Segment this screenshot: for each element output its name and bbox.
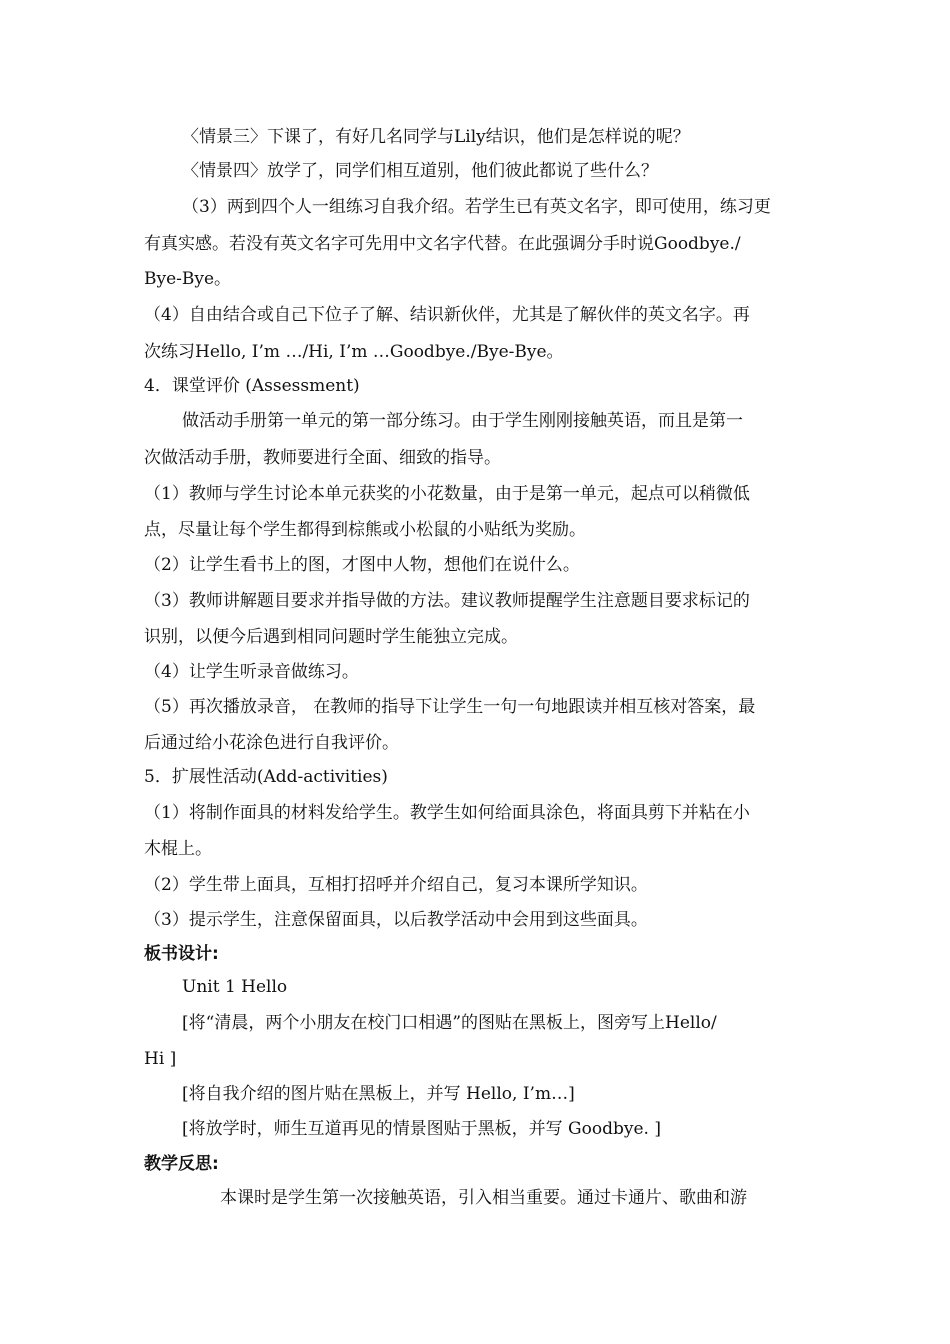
step-4-line-2: 次练习Hello, I’m …/Hi, I’m …Goodbye./Bye-Bye。 xyxy=(144,342,564,362)
board-unit-title: Unit 1 Hello xyxy=(182,977,288,997)
board-item-1-line-2: Hi ] xyxy=(144,1049,177,1069)
assessment-item-5-line-2: 后通过给小花涂色进行自我评价。 xyxy=(144,733,399,753)
section-5-heading: 5．扩展性活动(Add-activities) xyxy=(144,767,388,787)
board-item-1-line-1: [将“清晨，两个小朋友在校门口相遇”的图贴在黑板上，图旁写上Hello/ xyxy=(182,1013,717,1033)
section-4-heading: 4．课堂评价 (Assessment) xyxy=(144,376,360,396)
activity-item-2: （2）学生带上面具，互相打招呼并介绍自己，复习本课所学知识。 xyxy=(144,875,648,895)
assessment-item-5-line-1: （5）再次播放录音， 在教师的指导下让学生一句一句地跟读并相互核对答案，最 xyxy=(144,697,756,717)
reflection-para-line-1: 本课时是学生第一次接触英语，引入相当重要。通过卡通片、歌曲和游 xyxy=(220,1188,747,1208)
step-3-line-1: （3）两到四个人一组练习自我介绍。若学生已有英文名字，即可使用，练习更 xyxy=(182,197,771,217)
board-design-heading: 板书设计: xyxy=(144,944,219,964)
activity-item-1-line-1: （1）将制作面具的材料发给学生。教学生如何给面具涂色，将面具剪下并粘在小 xyxy=(144,803,750,823)
board-item-2: [将自我介绍的图片贴在黑板上，并写 Hello, I’m…] xyxy=(182,1084,575,1104)
step-4-line-1: （4）自由结合或自己下位子了解、结识新伙伴，尤其是了解伙伴的英文名字。再 xyxy=(144,305,750,325)
scene-three-line: 〈情景三〉下课了，有好几名同学与Lily结识，他们是怎样说的呢？ xyxy=(182,127,690,147)
activity-item-1-line-2: 木棍上。 xyxy=(144,839,212,859)
assessment-item-2: （2）让学生看书上的图，才图中人物，想他们在说什么。 xyxy=(144,555,580,575)
activity-item-3: （3）提示学生，注意保留面具，以后教学活动中会用到这些面具。 xyxy=(144,910,648,930)
assessment-item-3-line-2: 识别，以便今后遇到相同问题时学生能独立完成。 xyxy=(144,627,518,647)
assessment-item-4: （4）让学生听录音做练习。 xyxy=(144,662,359,682)
assessment-item-1-line-1: （1）教师与学生讨论本单元获奖的小花数量，由于是第一单元，起点可以稍微低 xyxy=(144,484,750,504)
assessment-para-line-2: 次做活动手册，教师要进行全面、细致的指导。 xyxy=(144,448,501,468)
step-3-line-2: 有真实感。若没有英文名字可先用中文名字代替。在此强调分手时说Goodbye./ xyxy=(144,234,741,254)
assessment-item-1-line-2: 点，尽量让每个学生都得到棕熊或小松鼠的小贴纸为奖励。 xyxy=(144,520,586,540)
board-item-3: [将放学时，师生互道再见的情景图贴于黑板，并写 Goodbye. ] xyxy=(182,1119,661,1139)
assessment-item-3-line-1: （3）教师讲解题目要求并指导做的方法。建议教师提醒学生注意题目要求标记的 xyxy=(144,591,750,611)
reflection-heading: 教学反思: xyxy=(144,1154,219,1174)
assessment-para-line-1: 做活动手册第一单元的第一部分练习。由于学生刚刚接触英语，而且是第一 xyxy=(182,411,743,431)
step-3-line-3: Bye-Bye。 xyxy=(144,269,232,289)
scene-four-line: 〈情景四〉放学了，同学们相互道别，他们彼此都说了些什么？ xyxy=(182,161,658,181)
